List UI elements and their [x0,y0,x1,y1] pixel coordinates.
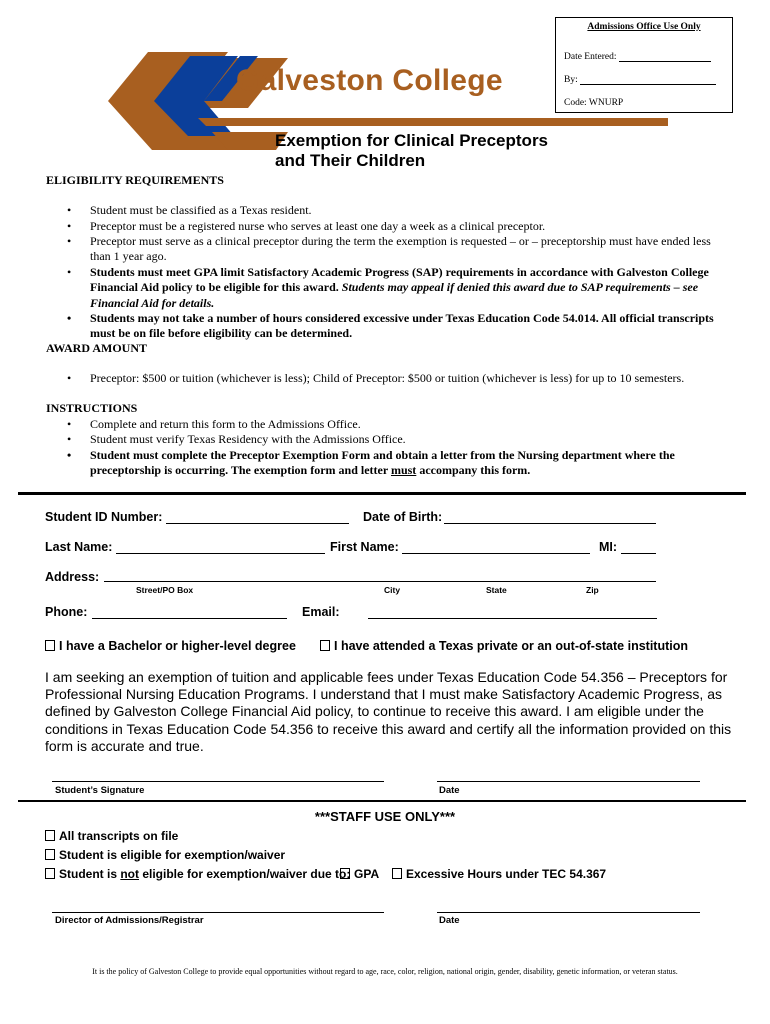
eligible-checkbox[interactable] [45,849,55,860]
transcripts-checkbox[interactable] [45,830,55,841]
eligibility-heading: ELIGIBILITY REQUIREMENTS [46,173,224,187]
eligibility-item-1: • Student must be classified as a Texas resident. [90,203,730,218]
last-name-input[interactable] [116,553,325,554]
equal-opportunity-footer: It is the policy of Galveston College to provide equal opportunities without regard to age, race, color, religion, national origin, gender, disability, genetic information, or veteran status. [92,967,678,976]
instruction-must: must [390,463,417,478]
excessive-label: Excessive Hours under TEC 54.367 [406,867,607,881]
private-inst-option [320,639,688,653]
staff-use-heading: ***STAFF USE ONLY*** [314,809,456,824]
excessive-checkbox[interactable] [392,868,402,879]
student-date-line[interactable] [437,781,700,782]
transcripts-label: All transcripts on file [59,829,179,843]
gpa-checkbox[interactable] [340,868,350,879]
student-signature-caption: Student’s Signature [55,785,145,796]
address-input[interactable] [104,581,656,582]
not-eligible-option [45,867,350,881]
college-name: Galveston College [236,64,503,97]
private-inst-checkbox[interactable] [320,640,330,651]
first-name-label: First Name: [330,540,399,554]
director-signature-line[interactable] [52,912,384,913]
gpa-option [340,867,379,881]
section-divider-top [18,492,746,495]
street-caption: Street/PO Box [136,585,194,595]
mi-label: MI: [599,540,618,554]
section-divider-staff [18,800,746,802]
form-title-line1: Exemption for Clinical Preceptors [275,131,549,150]
eligible-label: Student is eligible for exemption/waiver [59,848,286,862]
bachelor-label: I have a Bachelor or higher-level degree [59,639,296,653]
eligible-option [45,848,285,862]
director-date-caption: Date [439,915,460,926]
award-item-1: • Preceptor: $500 or tuition (whichever is less); Child of Preceptor: $500 or tuition (whichever is less) for up to 10 semesters. [90,371,730,386]
last-name-label: Last Name: [45,540,113,554]
eligibility-item-3: • Preceptor must serve as a clinical preceptor during the term the exemption is requested – or – preceptorship must have ended less than 1 year ago. [90,234,730,265]
form-title [275,131,548,171]
student-signature-line[interactable] [52,781,384,782]
code-label: Code: WNURP [564,98,624,108]
zip-caption: Zip [586,585,599,595]
sap-appeal-note: Students may appeal if denied this award due to SAP requirements – see Financial Aid for details. [90,280,699,310]
first-name-input[interactable] [402,553,590,554]
director-signature-caption: Director of Admissions/Registrar [55,915,204,926]
certification-statement: I am seeking an exemption of tuition and applicable fees under Texas Education Code 54.356 – Preceptors for Professional Nursing Education Programs. I understand that I must make Satisfactory Academic Progress, as defined by Galveston College Financial Aid policy, to continue to receive this award. I am eligible under the conditions in Texas Education Code 54.356 to receive this award and certify all the information provided on this form is accurate and true. [45,669,732,754]
eligibility-item-4 [90,265,730,311]
bachelor-option [45,639,296,653]
mi-input[interactable] [621,553,656,554]
by-label: By: [564,75,578,85]
date-entered-label: Date Entered: [564,52,617,62]
instruction-item-3-end: accompany this form. [416,463,531,478]
instruction-item-3-text: Student must complete the Preceptor Exemption Form and obtain a letter from the Nursing department where the preceptorship is occurring. The exemption form and letter [90,448,675,478]
not-eligible-post: eligible for exemption/waiver due to: [139,867,351,881]
student-date-caption: Date [439,785,460,796]
student-id-label: Student ID Number: [45,510,163,524]
director-date-line[interactable] [437,912,700,913]
email-label: Email: [302,605,340,619]
excessive-option [392,867,606,881]
eligibility-item-5: • Students may not take a number of hours considered excessive under Texas Education Code 54.014. All official transcripts must be on file before eligibility can be determined. [90,311,730,342]
dob-input[interactable] [444,523,656,524]
bachelor-checkbox[interactable] [45,640,55,651]
transcripts-option [45,829,178,843]
office-use-header: Admissions Office Use Only [587,22,701,32]
not-eligible-checkbox[interactable] [45,868,55,879]
award-heading: AWARD AMOUNT [46,341,148,355]
instruction-item-1: • Complete and return this form to the Admissions Office. [90,417,730,432]
instruction-item-3 [90,448,730,479]
gpa-label: GPA [354,867,380,881]
instruction-item-2: • Student must verify Texas Residency with the Admissions Office. [90,432,730,447]
private-inst-label: I have attended a Texas private or an out-of-state institution [334,639,688,653]
eligibility-item-2: • Preceptor must be a registered nurse who serves at least one day a week as a clinical preceptor. [90,219,730,234]
phone-label: Phone: [45,605,88,619]
city-caption: City [384,585,401,595]
dob-label: Date of Birth: [363,510,443,524]
state-caption: State [486,585,507,595]
sap-requirement: Students must meet GPA limit Satisfactory Academic Progress (SAP) requirements in accordance with Galveston College Financial Aid policy to be eligible for this award. [90,265,709,295]
not-eligible-pre: Student is [59,867,121,881]
phone-input[interactable] [92,618,287,619]
instructions-heading: INSTRUCTIONS [46,401,138,415]
not-eligible-not: not [120,867,139,881]
logo-orange-bar [198,118,668,126]
student-id-input[interactable] [166,523,349,524]
form-title-line2: and Their Children [275,151,426,170]
address-label: Address: [45,570,100,584]
email-input[interactable] [368,618,657,619]
